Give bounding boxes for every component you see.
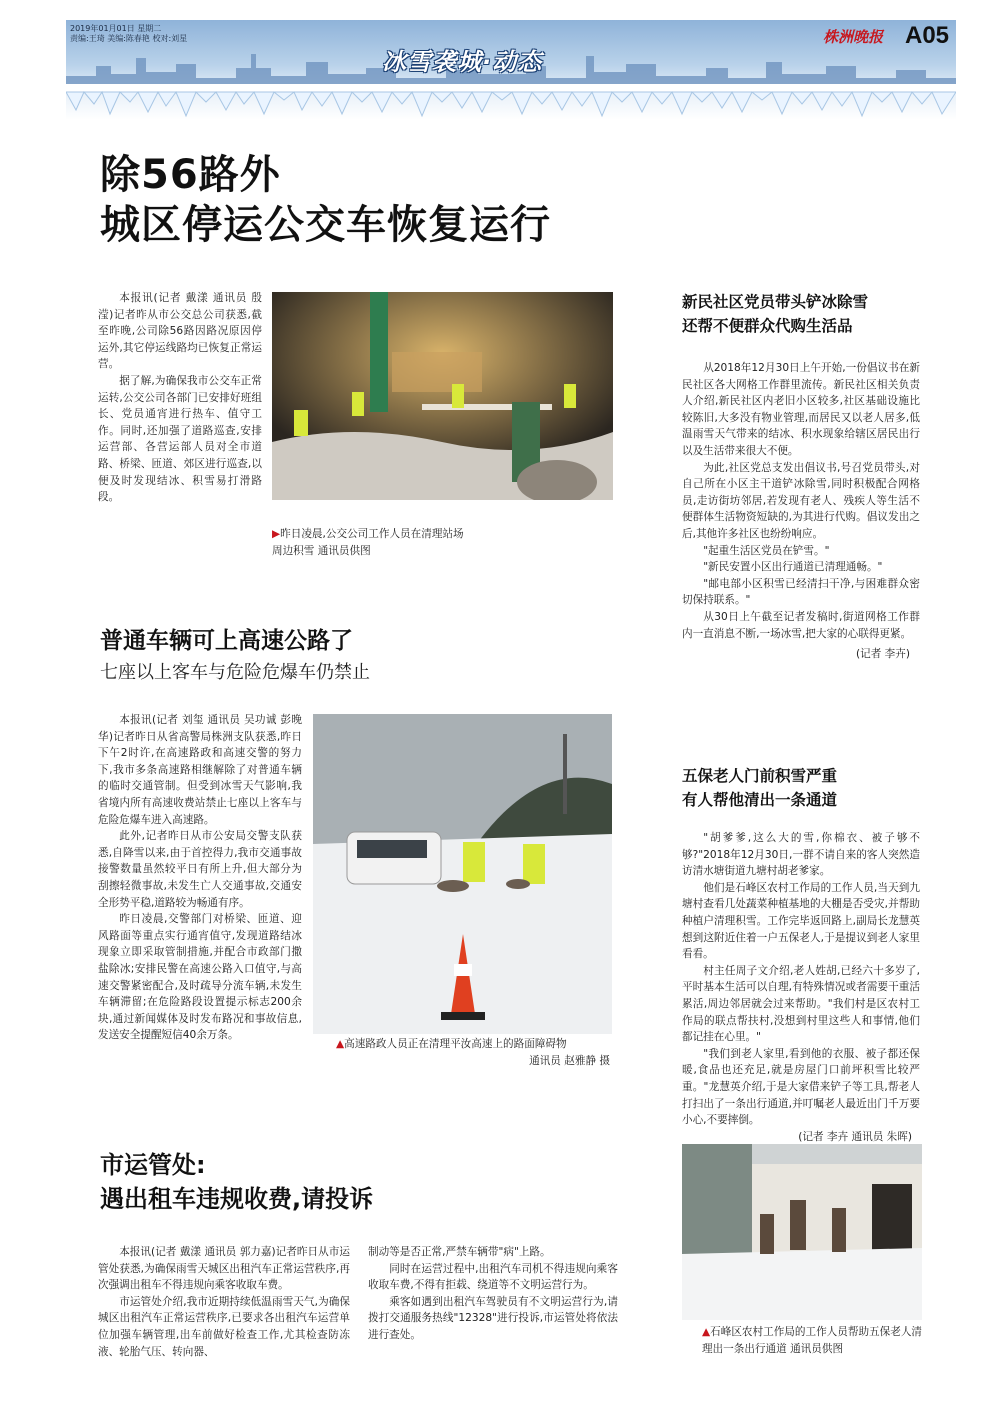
section-title: 冰雪袭城·动态 — [382, 48, 543, 76]
article1-headline-line2: 城区停运公交车恢复运行 — [100, 202, 551, 248]
sidebar1-headline-line2: 还帮不便群众代购生活品 — [682, 317, 853, 335]
article3-paragraph: 本报讯(记者 戴漾 通讯员 郭力嘉)记者昨日从市运管处获悉,为确保雨雪天城区出租汽车正常运营秩序,再次强调出租车不得违规向乘客收取车费。 — [98, 1246, 350, 1292]
article3-paragraph: 乘客如遇到出租汽车驾驶员有不文明运营行为,请拨打交通服务热线"12328"进行投诉,市运管处将依法进行查处。 — [368, 1295, 618, 1341]
article2-paragraph: 本报讯(记者 刘玺 通讯员 吴功诚 彭晚华)记者昨日从省高警局株洲支队获悉,昨日下午2时许,在高速路政和高速交警的努力下,我市多条高速路相继解除了对普通车辆的临时交通管制。但受到冰雪天气影响,我省境内所有高速收费站禁止七座以上客车与危险危爆车进入高速路。 — [98, 714, 302, 826]
article3-paragraph: 市运管处介绍,我市近期持续低温雨雪天气,为确保城区出租汽车正常运营秩序,已要求各出租汽车运营单位加强车辆管理,出车前做好检查工作,尤其检查防冻液、轮胎气压、转向器、 — [98, 1295, 350, 1358]
highway-snow-illustration — [313, 714, 612, 1034]
article1-caption — [272, 526, 472, 559]
article3-headline-line1: 市运管处: — [100, 1151, 206, 1179]
sidebar1-paragraph: "新民安置小区出行通道已清理通畅。" — [703, 561, 883, 574]
sidebar2-photo — [682, 1144, 922, 1320]
page-number: A05 — [905, 22, 950, 49]
sidebar2-byline: (记者 李卉 通讯员 朱晖) — [798, 1130, 912, 1143]
sidebar1-body — [682, 360, 920, 663]
article1-headline-line1: 除56路外 — [100, 152, 281, 198]
article1-paragraph: 本报讯(记者 戴漾 通讯员 殷滢)记者昨从市公交总公司获悉,截至昨晚,公司除56路因路况原因停运外,其它停运线路均已恢复正常运营。 — [98, 292, 262, 371]
sidebar1-paragraph: "邮电部小区积雪已经清扫干净,与困难群众密切保持联系。" — [682, 577, 920, 607]
icicle-border-graphic — [66, 84, 956, 120]
village-snow-clearing-illustration — [682, 1144, 922, 1320]
issue-meta — [70, 24, 187, 44]
caption-triangle-icon: ▲ — [702, 1326, 711, 1338]
article2-paragraph: 此外,记者昨日从市公安局交警支队获悉,自降雪以来,由于首控得力,我市交通事故接警数量虽然较平日有所上升,但大部分为刮擦轻微事故,未发生亡人交通事故,交通安全形势平稳,道路较为畅通有序。 — [98, 830, 302, 909]
article2-caption-line1: 高速路政人员正在清理平汝高速上的路面障碍物 — [344, 1038, 567, 1050]
night-snow-clearing-illustration — [272, 292, 613, 500]
sidebar2-caption — [702, 1324, 924, 1357]
article3-body-col2 — [368, 1244, 618, 1344]
article2-caption — [336, 1036, 616, 1069]
caption-triangle-icon: ▶ — [272, 528, 281, 540]
newspaper-logo: 株洲晚报 — [823, 28, 884, 46]
sidebar2-headline-line1: 五保老人门前积雪严重 — [682, 767, 838, 785]
article2-headline: 普通车辆可上高速公路了 — [100, 628, 353, 654]
article1-caption-text: 昨日凌晨,公交公司工作人员在清理站场周边积雪 通讯员供图 — [272, 528, 464, 557]
sidebar1-paragraph: 从30日上午截至记者发稿时,街道网格工作群内一直消息不断,一场冰雪,把大家的心联得更紧。 — [682, 610, 920, 640]
sidebar1-byline: (记者 李卉) — [855, 648, 910, 661]
sidebar1-paragraph: 为此,社区党总支发出倡议书,号召党员带头,对自己所在小区主干道铲冰除雪,同时积极配合网格员,走访街坊邻居,若发现有老人、残疾人等生活不便群体生活物资短缺的,为其进行代购。倡议发出之后,其他许多社区也纷纷响应。 — [682, 461, 920, 540]
article3-headline — [100, 1148, 373, 1216]
article2-paragraph: 昨日凌晨,交警部门对桥梁、匝道、迎风路面等重点实行通宵值守,发现道路结冰现象立即采取管制措施,并配合市政部门撒盐除冰;安排民警在高速公路入口值守,与高速交警紧密配合,及时疏导分流车辆,未发生车辆滞留;在危险路段设置提示标志200余块,通过新闻媒体及时发布路况和事故信息,发送安全提醒短信40余万条。 — [98, 913, 302, 1042]
sidebar2-headline-line2: 有人帮他清出一条通道 — [682, 791, 838, 809]
article3-paragraph-continued: 制动等是否正常,严禁车辆带"病"上路。 — [368, 1246, 551, 1258]
sidebar2-body — [682, 830, 920, 1145]
article3-body-col1 — [98, 1244, 350, 1360]
sidebar1-paragraph: 从2018年12月30日上午开始,一份倡议书在新民社区各大网格工作群里流传。新民社区相关负责人介绍,新民社区内老旧小区较多,社区基础设施比较陈旧,大多没有物业管理,而居民又以老人居多,低温雨雪天气带来的结冰、积水现象给辖区居民出行以及生活带来很大不便。 — [682, 362, 920, 457]
article3-paragraph: 同时在运营过程中,出租汽车司机不得违规向乘客收取车费,不得有拒载、绕道等不文明运营行为。 — [368, 1262, 618, 1292]
sidebar1-paragraph: "起重生活区党员在铲雪。" — [703, 544, 830, 557]
sidebar1-headline — [682, 290, 868, 338]
issue-date: 2019年01月01日 星期二 — [70, 24, 162, 33]
article1-body — [98, 290, 262, 506]
caption-triangle-icon: ▲ — [336, 1038, 345, 1050]
article2-body — [98, 712, 302, 1044]
article2-subheadline: 七座以上客车与危险危爆车仍禁止 — [100, 662, 370, 683]
sidebar1-headline-line1: 新民社区党员带头铲冰除雪 — [682, 293, 869, 311]
sidebar2-paragraph: "胡爹爹,这么大的雪,你棉衣、被子够不够?"2018年12月30日,一群不请自来的客人突然造访清水塘街道九塘村胡老爹家。 — [682, 832, 920, 878]
article1-headline — [100, 150, 551, 250]
sidebar2-caption-text: 石峰区农村工作局的工作人员帮助五保老人清理出一条出行通道 通讯员供图 — [702, 1326, 923, 1355]
sidebar2-paragraph: 他们是石峰区农村工作局的工作人员,当天到九塘村查看几处蔬菜种植基地的大棚是否受灾,并帮助种植户清理积雪。工作完毕返回路上,副局长龙慧英想到这附近住着一户五保老人,于是提议到老人家里看看。 — [682, 881, 920, 961]
article2-photo — [313, 714, 612, 1034]
sidebar2-headline — [682, 764, 837, 812]
article3-headline-line2: 遇出租车违规收费,请投诉 — [100, 1185, 374, 1213]
article1-photo — [272, 292, 613, 500]
sidebar2-paragraph: 村主任周子文介绍,老人姓胡,已经六十多岁了,平时基本生活可以自理,有特殊情况或者需要干重活累活,周边邻居就会过来帮助。"我们村是区农村工作局的联点帮扶村,没想到村里这些人和事情,他们都记挂在心里。" — [682, 964, 920, 1044]
staff-credits: 责编:王琦 美编:陈春艳 校对:刘星 — [70, 34, 188, 43]
sidebar2-paragraph: "我们到老人家里,看到他的衣服、被子都还保暖,食品也还充足,就是房屋门口前坪积雪比较严重。"龙慧英介绍,于是大家借来铲子等工具,帮老人打扫出了一条出行通道,并叮嘱老人最近出门千万要小心,不要摔倒。 — [682, 1047, 920, 1127]
article2-caption-line2: 通讯员 赵雅静 摄 — [529, 1054, 610, 1067]
article1-paragraph: 据了解,为确保我市公交车正常运转,公交公司各部门已安排好班组长、党员通宵进行热车、值守工作。同时,还加强了道路巡查,安排运营部、各营运部人员对全市道路、桥梁、匝道、郊区进行巡查,以便及时发现结冰、积雪易打滑路段。 — [98, 374, 262, 504]
